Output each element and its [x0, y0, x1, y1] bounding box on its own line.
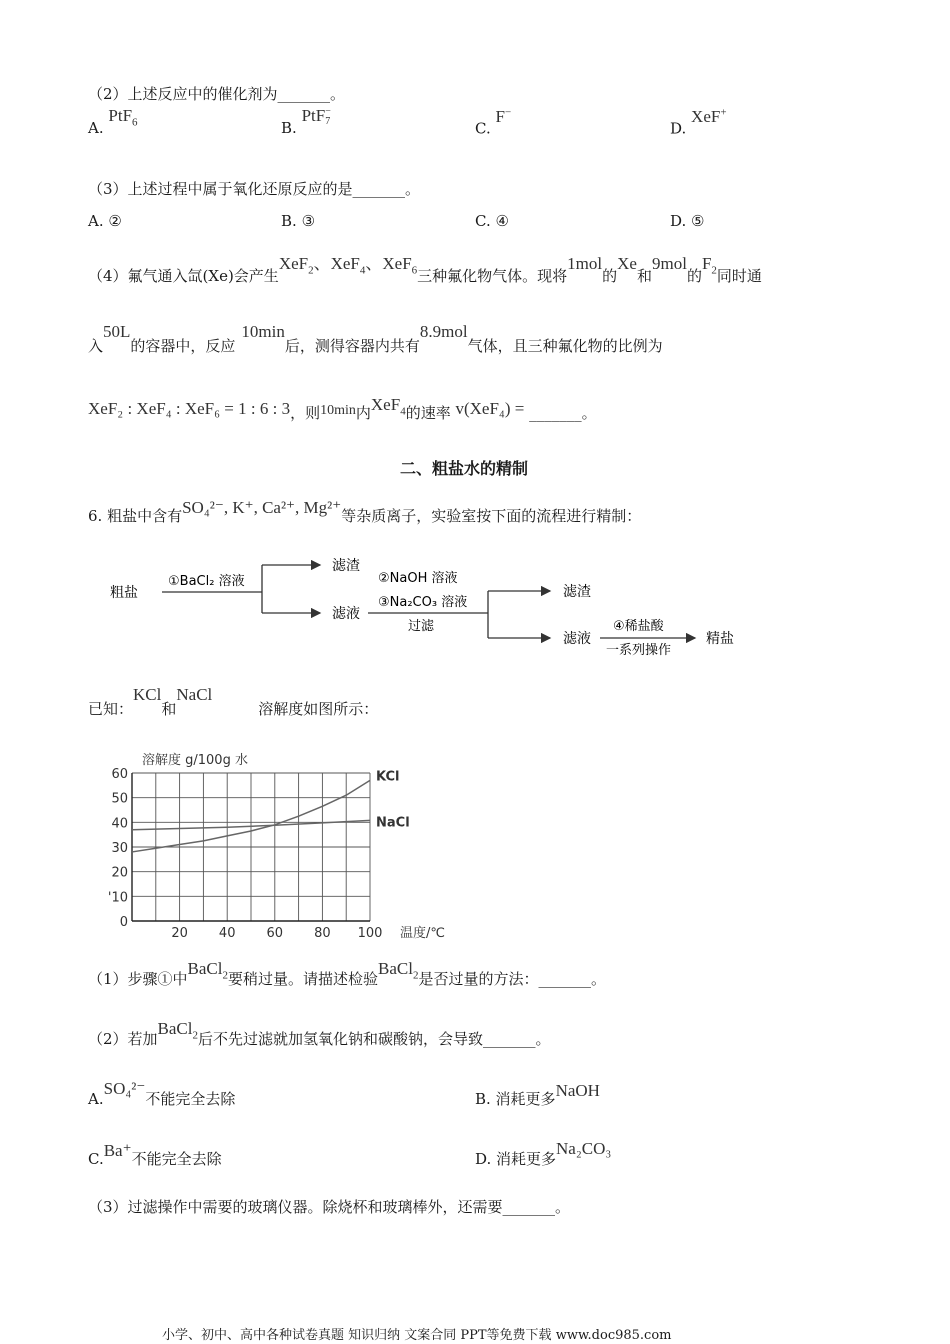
q6-stem: 6. 粗盐中含有SO₄²⁻, K⁺, Ca²⁺, Mg²⁺等杂质离子，实验室按下面的流程进行精制： [88, 498, 642, 525]
flow-residue-1: 滤渣 [332, 558, 360, 574]
page-footer[interactable]: 小学、初中、高中各种试卷真题 知识归纳 文案合同 PPT等免费下载 www.doc985.com [162, 1328, 672, 1343]
q6-3: （3）过滤操作中需要的玻璃仪器。除烧杯和玻璃棒外，还需要_______。 [88, 1198, 571, 1216]
series-label-kcl: KCl [376, 769, 400, 785]
q2-option-c: C. F− [475, 106, 512, 138]
flow-filtrate-1: 滤液 [332, 606, 360, 622]
section-2-title: 二、粗盐水的精制 [400, 459, 529, 478]
y-tick-label: '10 [107, 890, 128, 906]
q6-2-option-d: D. 消耗更多Na₂CO₃ [475, 1139, 612, 1168]
known-line: 已知：KCl和NaCl溶解度如图所示： [88, 685, 379, 718]
flow-residue-2: 滤渣 [563, 584, 591, 600]
q6-1: （1）步骤①中BaCl$_2$要稍过量。请描述检验BaCl$_2$是否过量的方法：_______。 [88, 959, 606, 988]
x-tick-label: 60 [266, 926, 284, 941]
flow-product: 精盐 [706, 631, 734, 647]
flow-step-2: ②NaOH 溶液 [378, 571, 458, 586]
q3-option-b: B. ③ [281, 212, 316, 230]
y-tick-label: 30 [111, 841, 128, 856]
flow-ops-label: 一系列操作 [606, 643, 672, 658]
y-tick-label: 50 [111, 791, 128, 807]
q3-option-d: D. ⑤ [670, 212, 705, 230]
chart-title: 溶解度 g/100g 水 [142, 753, 248, 768]
q2-option-b: B. PtF − 7 [281, 106, 331, 137]
q4-line-1: （4）氟气通入氙(Xe)会产生XeF$_2$、XeF$_4$、XeF$_6$三种氟化物气体。现将1mol的Xe和9mol的$F_2$同时通 [88, 254, 762, 285]
flow-filtrate-2: 滤液 [563, 631, 591, 647]
q2-option-d: D. XeF+ [670, 106, 727, 138]
purification-flowchart [110, 550, 750, 665]
q4-line-2: 入50L的容器中，反应10min后，测得容器内共有8.9mol气体，且三种氟化物的比例为 [88, 322, 663, 355]
q4-line-3: XeF₂ : XeF₄ : XeF₆ = 1 : 6 : 3，则10min内XeF$_4$的速率 v(XeF₄) = _______。 [88, 395, 597, 422]
x-tick-label: 100 [357, 926, 383, 941]
y-tick-label: 20 [111, 865, 128, 881]
y-tick-label: 0 [119, 915, 128, 930]
q3-stem: （3）上述过程中属于氧化还原反应的是_______。 [88, 180, 421, 198]
flow-step-1: ①BaCl₂ 溶液 [168, 574, 245, 589]
q2-stem: （2）上述反应中的催化剂为_______。 [88, 85, 346, 103]
x-axis-label: 温度/℃ [400, 926, 445, 941]
q3-option-c: C. ④ [475, 212, 509, 230]
flow-filter-label: 过滤 [408, 619, 435, 634]
flow-step-3: ③Na₂CO₃ 溶液 [378, 595, 468, 610]
q6-2: （2）若加BaCl$_2$后不先过滤就加氢氧化钠和碳酸钠，会导致_______。 [88, 1019, 551, 1048]
series-label-nacl: NaCl [376, 815, 410, 831]
flow-crude-salt: 粗盐 [110, 585, 138, 601]
q3-option-a: A. ② [88, 212, 122, 230]
q6-2-option-a: A.SO₄²⁻不能完全去除 [88, 1079, 236, 1108]
y-tick-label: 60 [111, 767, 128, 782]
x-tick-label: 20 [171, 926, 188, 941]
solubility-chart [100, 745, 480, 945]
flow-step-4: ④稀盐酸 [613, 619, 664, 634]
y-tick-label: 40 [111, 816, 128, 832]
x-tick-label: 80 [314, 926, 331, 941]
x-tick-label: 40 [218, 926, 236, 941]
q6-2-option-b: B. 消耗更多NaOH [475, 1081, 600, 1108]
q6-2-option-c: C.Ba⁺不能完全去除 [88, 1141, 222, 1168]
q2-option-a: A. PtF$_6$ [88, 106, 138, 137]
